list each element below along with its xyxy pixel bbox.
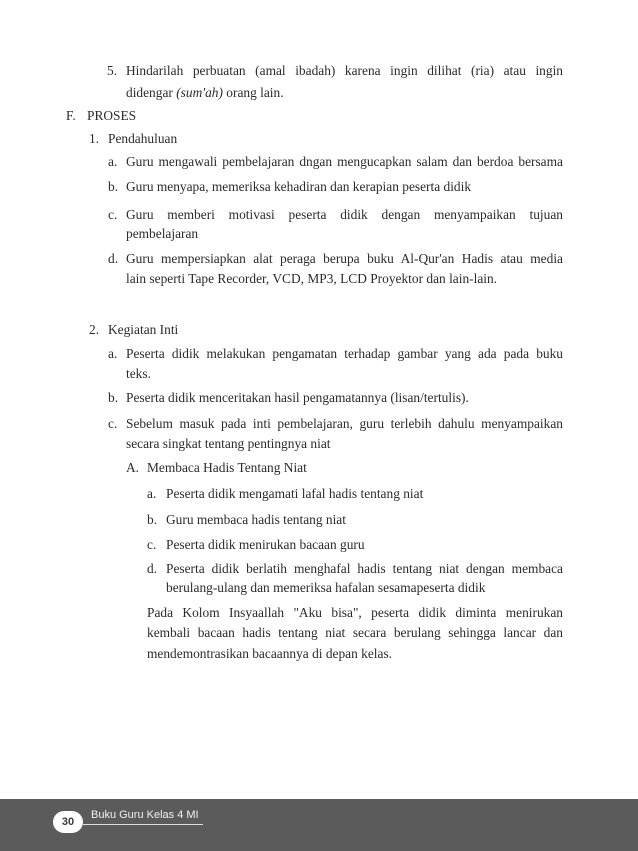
sub-item-c-text: Peserta didik menirukan bacaan guru <box>166 537 365 552</box>
closing-paragraph-line-3: mendemontrasikan bacaannya di depan kelas. <box>147 646 393 661</box>
footer-divider <box>83 824 203 825</box>
inti-item-c-line-2: secara singkat tentang pentingnya niat <box>126 436 331 451</box>
pendahuluan-item-d-line-2: lain seperti Tape Recorder, VCD, MP3, LCD Proyektor dan lain-lain. <box>126 271 498 286</box>
item-5-line-2-post: orang lain. <box>222 85 284 100</box>
page-footer <box>0 799 638 851</box>
page-number: 30 <box>53 811 83 833</box>
subsection-a-title: Membaca Hadis Tentang Niat <box>147 460 307 475</box>
pendahuluan-item-b-label: b. <box>108 179 119 194</box>
pendahuluan-title: Pendahuluan <box>108 131 178 146</box>
pendahuluan-item-b-text: Guru menyapa, memeriksa kehadiran dan kerapian peserta didik <box>126 179 472 194</box>
inti-item-c-label: c. <box>108 416 118 431</box>
book-title: Buku Guru Kelas 4 MI <box>91 809 199 821</box>
inti-item-b-label: b. <box>108 390 119 405</box>
item-5-italic-term: (sum'ah) <box>176 85 223 100</box>
pendahuluan-label: 1. <box>89 131 100 146</box>
pendahuluan-item-a-label: a. <box>108 154 118 169</box>
item-5-line-2 <box>126 84 284 102</box>
section-f-title: PROSES <box>87 108 137 123</box>
item-5-line-1: Hindarilah perbuatan (amal ibadah) karena ingin dilihat (ria) atau ingin <box>126 63 563 78</box>
pendahuluan-item-a-text: Guru mengawali pembelajaran dngan mengucapkan salam dan berdoa bersama <box>126 154 563 169</box>
sub-item-a-label: a. <box>147 486 157 501</box>
sub-item-b-label: b. <box>147 512 158 527</box>
closing-paragraph-line-1: Pada Kolom Insyaallah "Aku bisa", peserta didik diminta menirukan <box>147 605 563 620</box>
closing-paragraph-line-2: kembali bacaan hadis tentang niat secara berulang sehingga lancar dan <box>147 625 563 640</box>
sub-item-a-text: Peserta didik mengamati lafal hadis tentang niat <box>166 486 424 501</box>
inti-item-c-line-1: Sebelum masuk pada inti pembelajaran, guru terlebih dahulu menyampaikan <box>126 416 563 431</box>
inti-item-a-line-1: Peserta didik melakukan pengamatan terhadap gambar yang ada pada buku <box>126 346 563 361</box>
inti-item-a-label: a. <box>108 346 118 361</box>
sub-item-c-label: c. <box>147 537 157 552</box>
pendahuluan-item-c-line-1: Guru memberi motivasi peserta didik dengan menyampaikan tujuan <box>126 207 563 222</box>
item-5-label: 5. <box>107 63 118 78</box>
sub-item-d-line-1: Peserta didik berlatih menghafal hadis tentang niat dengan membaca <box>166 561 563 576</box>
sub-item-b-text: Guru membaca hadis tentang niat <box>166 512 346 527</box>
inti-item-b-text: Peserta didik menceritakan hasil pengamatannya (lisan/tertulis). <box>126 390 469 405</box>
section-f-label: F. <box>66 108 76 123</box>
pendahuluan-item-d-line-1: Guru mempersiapkan alat peraga berupa buku Al-Qur'an Hadis atau media <box>126 251 563 266</box>
sub-item-d-line-2: berulang-ulang dan memeriksa hafalan sesamapeserta didik <box>166 580 486 595</box>
inti-item-a-line-2: teks. <box>126 366 151 381</box>
sub-item-d-label: d. <box>147 561 158 576</box>
subsection-a-label: A. <box>126 460 140 475</box>
pendahuluan-item-c-label: c. <box>108 207 118 222</box>
kegiatan-inti-label: 2. <box>89 322 100 337</box>
item-5-line-2-pre: didengar <box>126 85 177 100</box>
kegiatan-inti-title: Kegiatan Inti <box>108 322 179 337</box>
pendahuluan-item-c-line-2: pembelajaran <box>126 226 199 241</box>
pendahuluan-item-d-label: d. <box>108 251 119 266</box>
